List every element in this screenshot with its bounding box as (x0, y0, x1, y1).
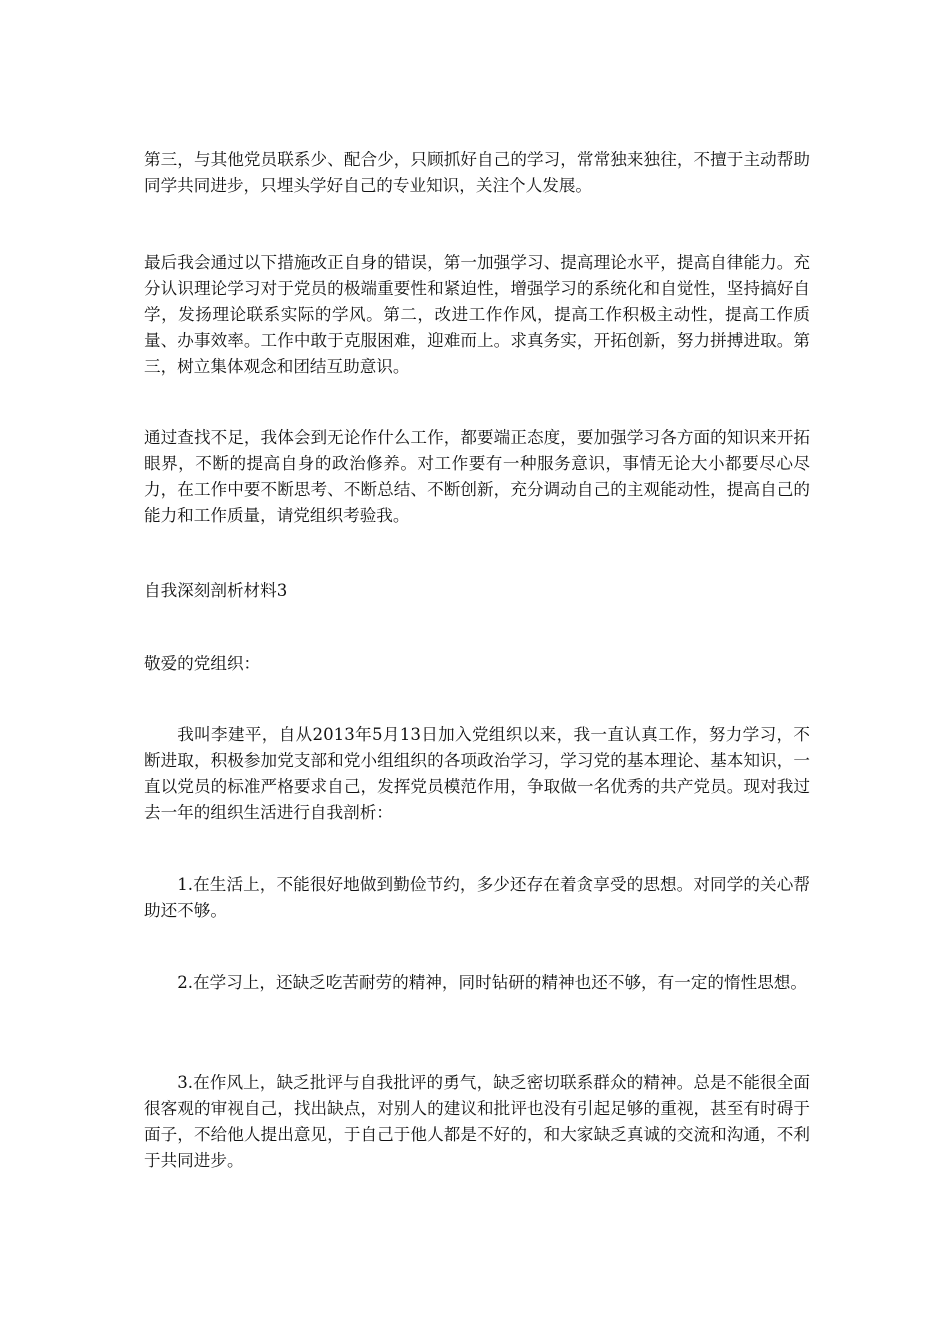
list-item-study: 2.在学习上，还缺乏吃苦耐劳的精神，同时钻研的精神也还不够，有一定的惰性思想。 (177, 973, 807, 992)
list-item-style: 3.在作风上，缺乏批评与自我批评的勇气，缺乏密切联系群众的精神。总是不能很全面很客观的审视自己，找出缺点，对别人的建议和批评也没有引起足够的重视，甚至有时碍于面子，不给他人提出意见，于自己于他人都是不好的，和大家缺乏真诚的交流和沟通，不利于共同进步。 (144, 1073, 810, 1170)
section-heading: 自我深刻剖析材料3 (144, 581, 288, 600)
paragraph-improvement-measures: 最后我会通过以下措施改正自身的错误，第一加强学习、提高理论水平，提高自律能力。充分认识理论学习对于党员的极端重要性和紧迫性，增强学习的系统化和自觉性，坚持搞好自学，发扬理论联系实际的学风。第二，改进工作作风，提高工作积极主动性，提高工作质量、办事效率。工作中敢于克服困难，迎难而上。求真务实，开拓创新，努力拼搏进取。第三，树立集体观念和团结互助意识。 (144, 253, 810, 376)
list-item-life: 1.在生活上，不能很好地做到勤俭节约，多少还存在着贪享受的思想。对同学的关心帮助还不够。 (144, 875, 810, 920)
paragraph-introduction: 我叫李建平，自从2013年5月13日加入党组织以来，我一直认真工作，努力学习，不断进取，积极参加党支部和党小组组织的各项政治学习，学习党的基本理论、基本知识，一直以党员的标准严格要求自己，发挥党员模范作用，争取做一名优秀的共产党员。现对我过去一年的组织生活进行自我剖析： (144, 725, 810, 822)
salutation: 敬爱的党组织： (144, 654, 261, 673)
paragraph-third-point: 第三，与其他党员联系少、配合少，只顾抓好自己的学习，常常独来独往，不擅于主动帮助同学共同进步，只埋头学好自己的专业知识，关注个人发展。 (144, 150, 810, 195)
paragraph-reflection: 通过查找不足，我体会到无论作什么工作，都要端正态度，要加强学习各方面的知识来开拓眼界，不断的提高自身的政治修养。对工作要有一种服务意识，事情无论大小都要尽心尽力，在工作中要不断思考、不断总结、不断创新，充分调动自己的主观能动性，提高自己的能力和工作质量，请党组织考验我。 (144, 428, 810, 525)
